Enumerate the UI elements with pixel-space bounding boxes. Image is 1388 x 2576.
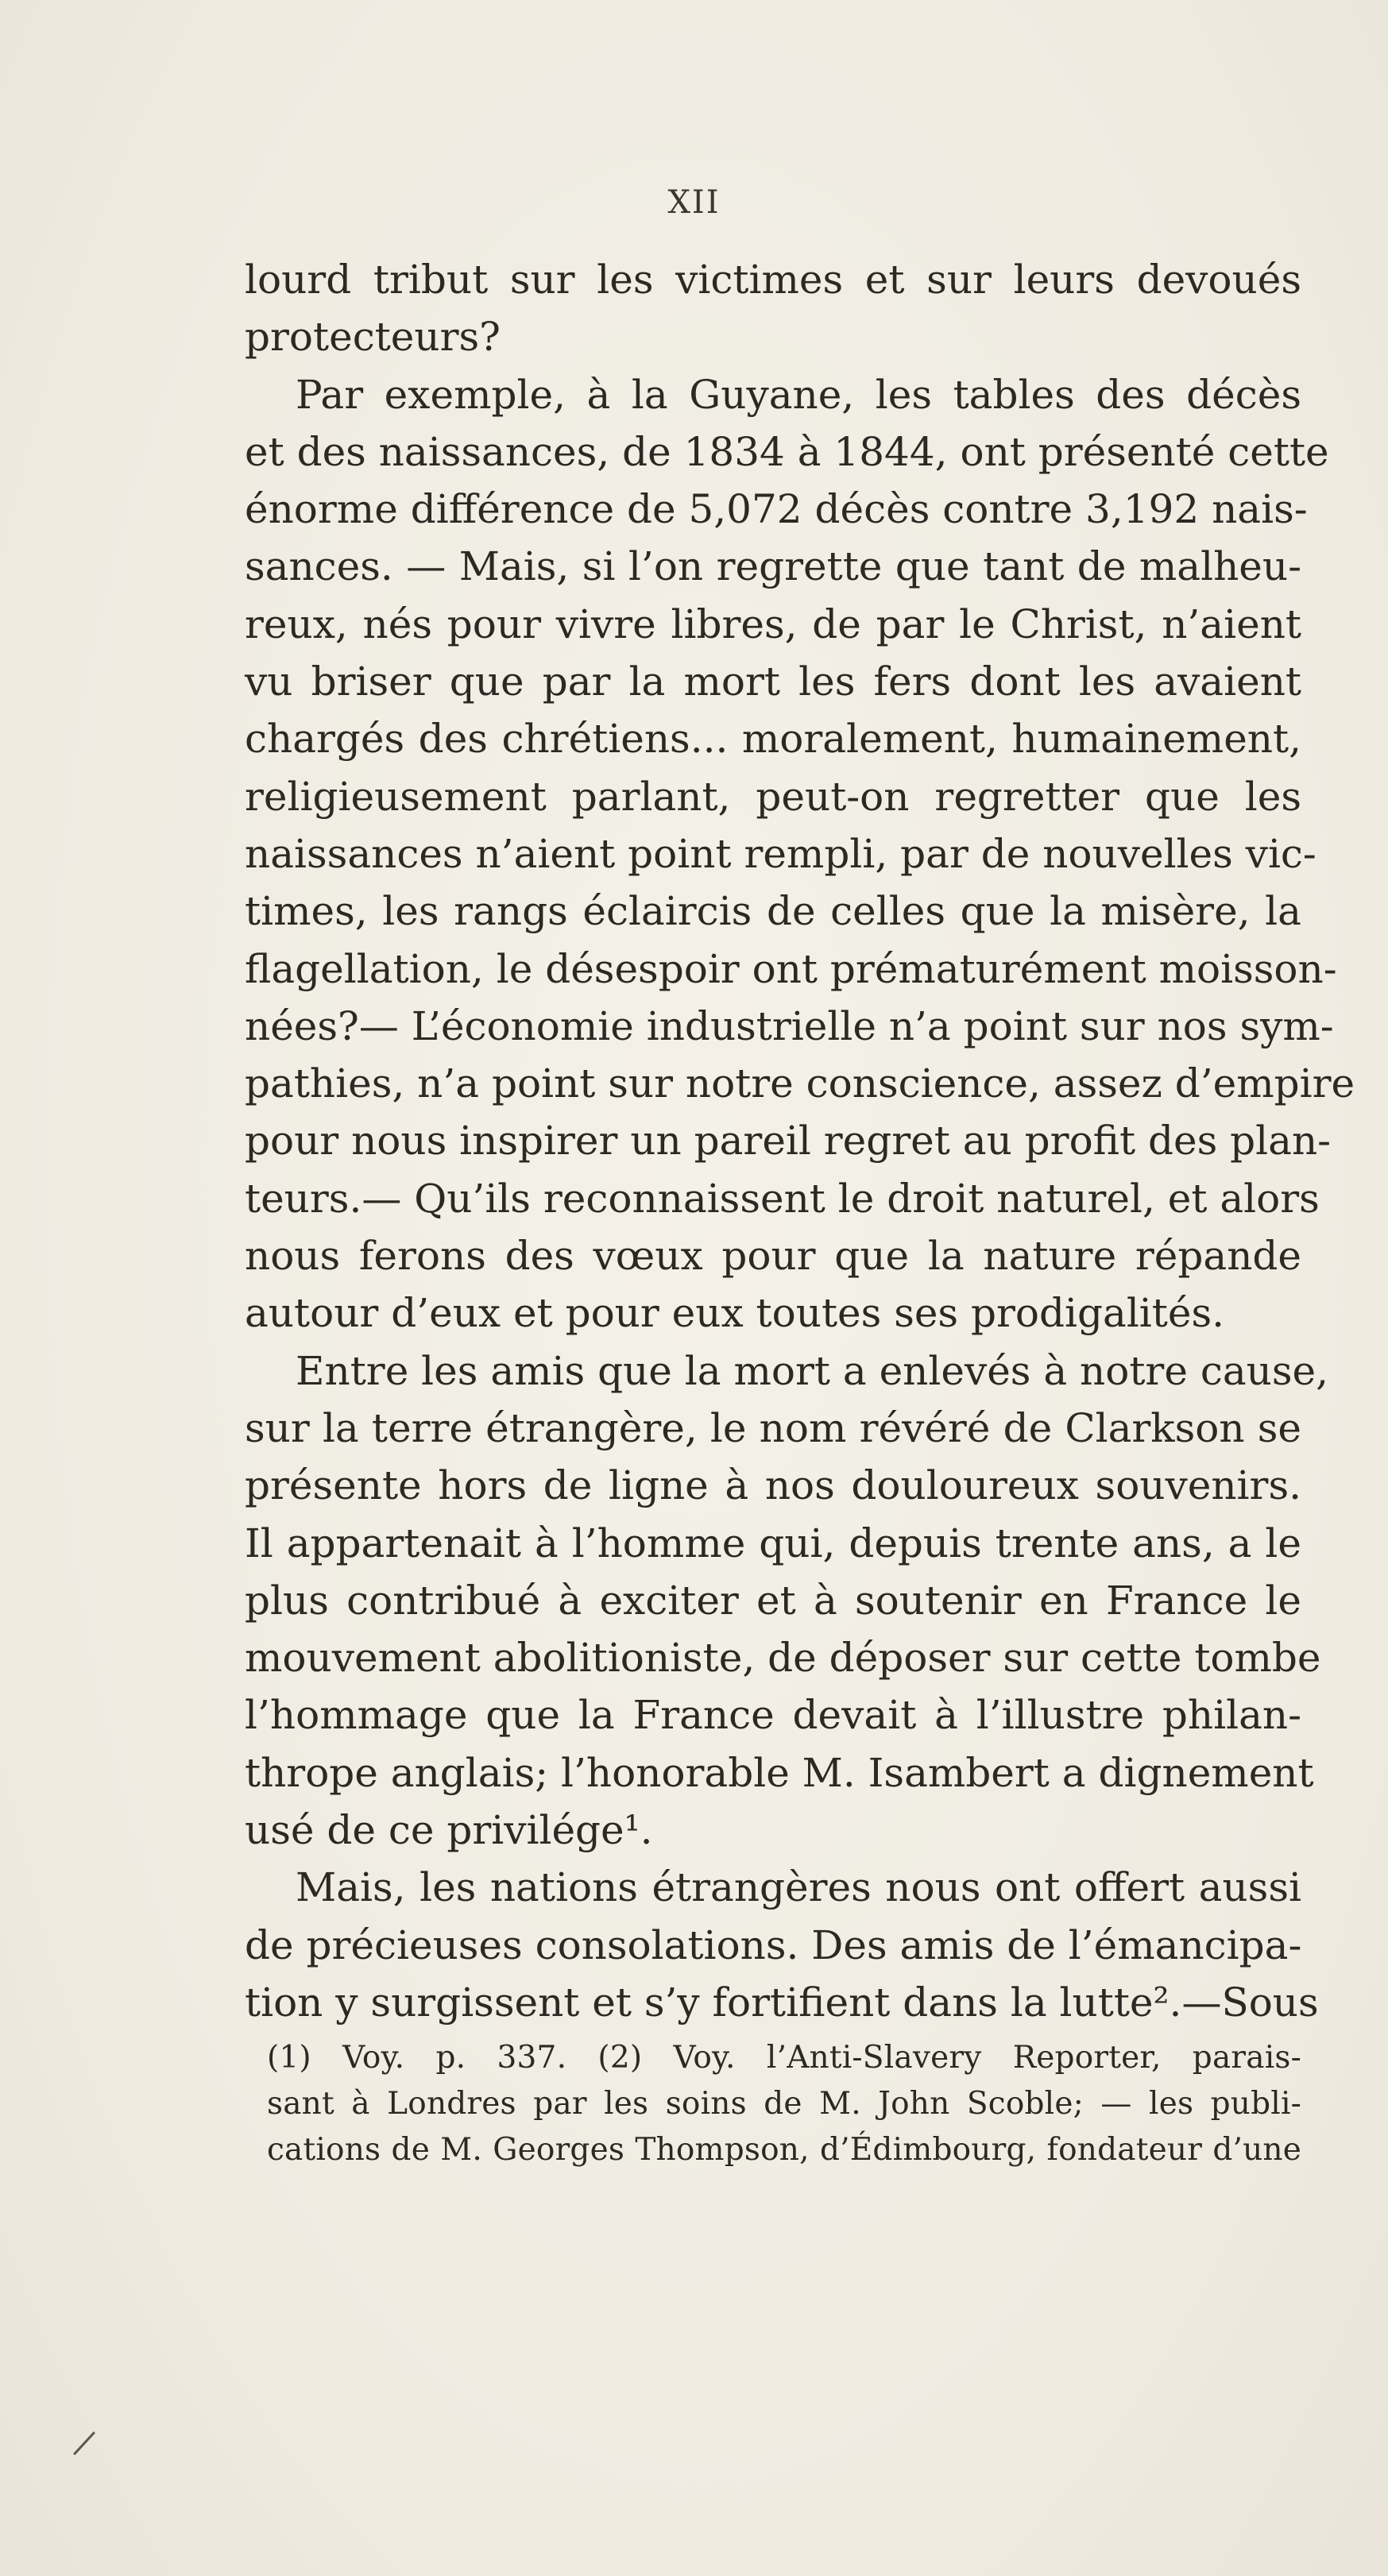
footnote-line: (1) Voy. p. 337. (2) Voy. l’Anti-Slavery Reporter, parais- [267, 2040, 1301, 2076]
text-line: usé de ce privilége¹. [245, 1807, 653, 1854]
text-line: Mais, les nations étrangères nous ont offert aussi [296, 1864, 1301, 1911]
text-line: vu briser que par la mort les fers dont les avaient [245, 658, 1301, 705]
text-line: Il appartenait à l’homme qui, depuis trente ans, a le [245, 1520, 1301, 1566]
text-line: reux, nés pour vivre libres, de par le Christ, n’aient [245, 601, 1301, 647]
text-line: Par exemple, à la Guyane, les tables des décès [296, 371, 1301, 418]
text-line: pour nous inspirer un pareil regret au profit des plan- [245, 1118, 1332, 1164]
text-line: plus contribué à exciter et à soutenir en France le [245, 1577, 1301, 1624]
text-line: times, les rangs éclaircis de celles que la misère, la [245, 888, 1301, 935]
text-line: nées?— L’économie industrielle n’a point sur nos sym- [245, 1002, 1334, 1049]
footnote-line: cations de M. Georges Thompson, d’Édimbourg, fondateur d’une [267, 2132, 1301, 2168]
text-line: naissances n’aient point rempli, par de nouvelles vic- [245, 830, 1316, 877]
text-line: mouvement abolitioniste, de déposer sur cette tombe [245, 1635, 1321, 1682]
text-line: sur la terre étrangère, le nom révéré de Clarkson se [245, 1404, 1301, 1451]
text-line: thrope anglais; l’honorable M. Isambert a dignement [245, 1749, 1314, 1796]
text-line: pathies, n’a point sur notre conscience, assez d’empire [245, 1060, 1355, 1107]
text-line: et des naissances, de 1834 à 1844, ont présenté cette [245, 428, 1329, 475]
text-line: religieusement parlant, peut-on regretter que les [245, 773, 1301, 820]
text-line: énorme différence de 5,072 décès contre 3,192 nais- [245, 486, 1308, 533]
text-line: sances. — Mais, si l’on regrette que tant de malheu- [245, 543, 1301, 590]
text-line: flagellation, le désespoir ont prématurément moisson- [245, 945, 1337, 992]
text-line: teurs.— Qu’ils reconnaissent le droit naturel, et alors [245, 1175, 1320, 1222]
pencil-mark-icon [70, 2427, 102, 2458]
text-line: tion y surgissent et s’y fortifient dans la lutte².—Sous [245, 1979, 1319, 2026]
text-line: protecteurs? [245, 314, 501, 361]
text-line: présente hors de ligne à nos douloureux souvenirs. [245, 1462, 1301, 1509]
text-line: l’hommage que la France devait à l’illustre philan- [245, 1692, 1301, 1739]
text-line: Entre les amis que la mort a enlevés à notre cause, [296, 1347, 1328, 1394]
text-line: nous ferons des vœux pour que la nature répande [245, 1233, 1301, 1280]
footnote-line: sant à Londres par les soins de M. John Scoble; — les publi- [267, 2086, 1301, 2122]
text-line: autour d’eux et pour eux toutes ses prodigalités. [245, 1290, 1225, 1337]
text-line: de précieuses consolations. Des amis de l’émancipa- [245, 1921, 1302, 1968]
page-number: XII [667, 184, 721, 221]
text-line: chargés des chrétiens... moralement, humainement, [245, 716, 1301, 763]
footnotes [267, 2035, 1301, 2173]
main-text [245, 251, 1355, 2031]
text-line: lourd tribut sur les victimes et sur leurs devoués [245, 257, 1301, 303]
